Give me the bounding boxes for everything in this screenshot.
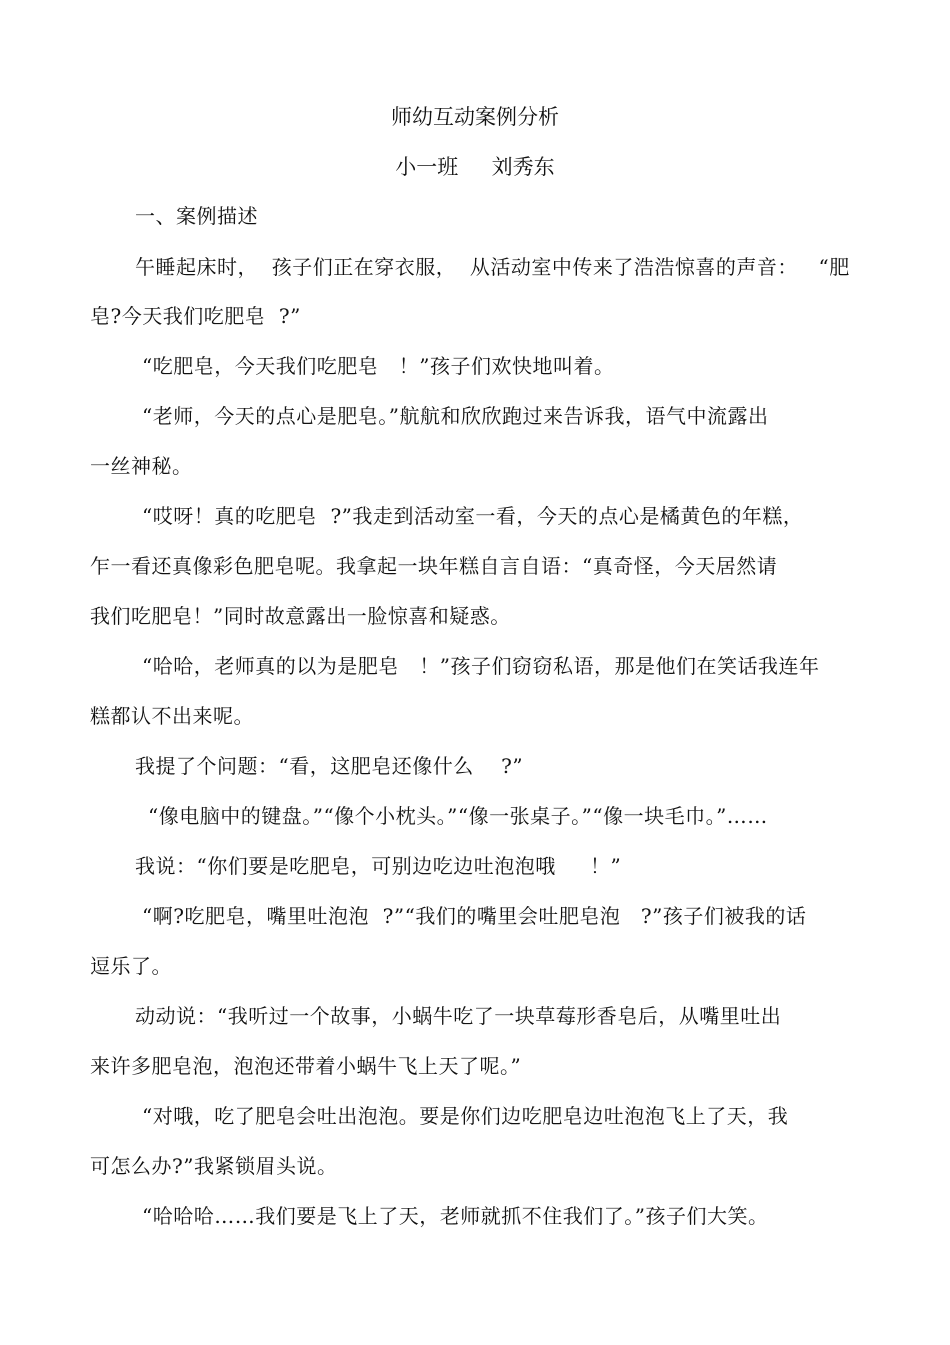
paragraph-line: “像电脑中的键盘。”“像个小枕头。”“像一张桌子。”“像一块毛巾。”…… — [148, 804, 768, 828]
document-title: 师幼互动案例分析 — [391, 105, 559, 129]
paragraph-line: 来许多肥皂泡，泡泡还带着小蜗牛飞上天了呢。” — [90, 1054, 522, 1078]
paragraph-line: 皂?今天我们吃肥皂 ?” — [90, 304, 301, 328]
paragraph-line: “哈哈哈……我们要是飞上了天，老师就抓不住我们了。”孩子们大笑。 — [142, 1204, 769, 1228]
paragraph-line: “哎呀！真的吃肥皂 ?”我走到活动室一看，今天的点心是橘黄色的年糕， — [142, 504, 804, 528]
paragraph-line: “老师，今天的点心是肥皂。”航航和欣欣跑过来告诉我，语气中流露出 — [142, 404, 769, 428]
paragraph-line: “哈哈，老师真的以为是肥皂 ！”孩子们窃窃私语，那是他们在笑话我连年 — [142, 654, 820, 678]
author-line: 小一班 刘秀东 — [395, 155, 555, 179]
paragraph-line: 我说：“你们要是吃肥皂，可别边吃边吐泡泡哦 ！” — [135, 854, 622, 878]
paragraph-line: 一丝神秘。 — [90, 454, 193, 478]
paragraph-line: 逗乐了。 — [90, 954, 172, 978]
section-heading: 一、案例描述 — [135, 204, 258, 228]
paragraph-line: 可怎么办?”我紧锁眉头说。 — [90, 1154, 338, 1178]
paragraph-line: 我们吃肥皂！”同时故意露出一脸惊喜和疑惑。 — [90, 604, 511, 628]
paragraph-line: “啊?吃肥皂，嘴里吐泡泡 ?”“我们的嘴里会吐肥皂泡 ?”孩子们被我的话 — [142, 904, 807, 928]
paragraph-line: 动动说：“我听过一个故事，小蜗牛吃了一块草莓形香皂后，从嘴里吐出 — [135, 1004, 782, 1028]
paragraph-line: “对哦，吃了肥皂会吐出泡泡。要是你们边吃肥皂边吐泡泡飞上了天，我 — [142, 1104, 789, 1128]
paragraph-line: “吃肥皂，今天我们吃肥皂 ！”孩子们欢快地叫着。 — [142, 354, 615, 378]
paragraph-line: 午睡起床时， 孩子们正在穿衣服， 从活动室中传来了浩浩惊喜的声音： “肥 — [135, 255, 850, 279]
paragraph-line: 糕都认不出来呢。 — [90, 704, 254, 728]
paragraph-line: 我提了个问题：“看，这肥皂还像什么 ?” — [135, 754, 524, 778]
paragraph-line: 乍一看还真像彩色肥皂呢。我拿起一块年糕自言自语：“真奇怪，今天居然请 — [90, 554, 778, 578]
